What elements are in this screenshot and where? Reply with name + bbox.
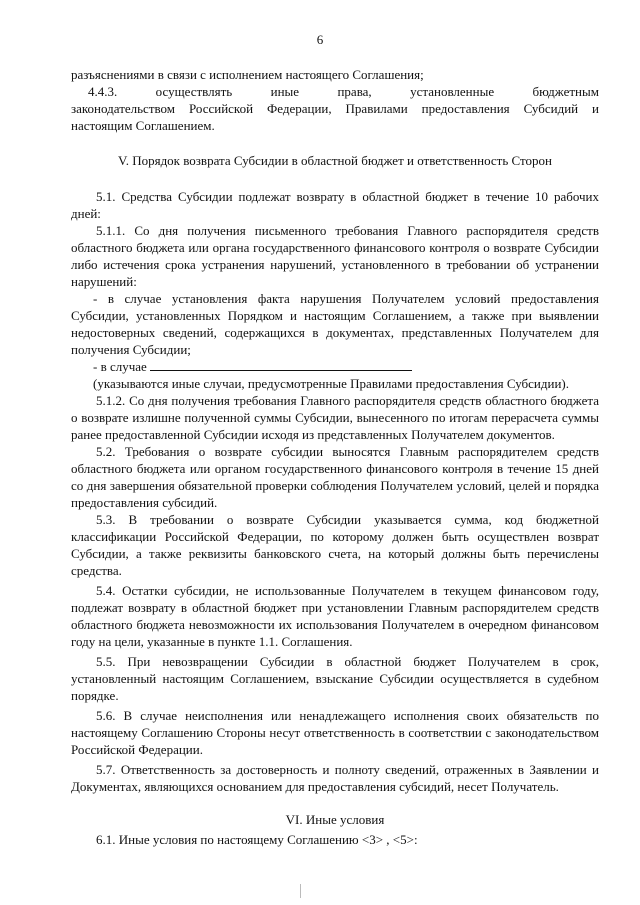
document-body bbox=[71, 66, 599, 848]
paragraph-5-7: 5.7. Ответственность за достоверность и полноту сведений, отраженных в Заявлении и Документах, являющихся основанием для предоставления субсидий, несет Получатель. bbox=[71, 762, 599, 794]
paragraph-5-6: 5.6. В случае неисполнения или ненадлежащего исполнения своих обязательств по настоящему Соглашению Стороны несут ответственность в соответствии с законодательством Российской Федерации. bbox=[71, 708, 599, 757]
item-4-4-3-first-line bbox=[71, 83, 599, 100]
blank-fill-line bbox=[150, 358, 412, 371]
paragraph-5-1-1: 5.1.1. Со дня получения письменного требования Главного распорядителя средств областного бюджета или органа государственного финансового контроля о возврате Субсидии либо истечения срока устранения нарушений, установленного в требовании об устранении нарушений: bbox=[71, 223, 599, 289]
item-4-4-3-word-5: бюджетным bbox=[532, 84, 599, 99]
paragraph-5-4: 5.4. Остатки субсидии, не использованные Получателем в текущем финансовом году, подлежат возврату в областной бюджет при установлении Главным распорядителем средств областного бюджета невозможности их использования Получателем в очередном финансовом году на цели, указанные в пункте 1.1. Соглашения. bbox=[71, 583, 599, 649]
case-b-label: - в случае bbox=[93, 359, 147, 374]
paragraph-5-3: 5.3. В требовании о возврате Субсидии указывается сумма, код бюджетной классификации Российской Федерации, по которому должен быть осуществлен возврат Субсидии, а также реквизиты банковского счета, на который должны быть перечислены средства. bbox=[71, 512, 599, 578]
paragraph-5-1-1-case-b bbox=[71, 358, 599, 375]
page-bottom-mark bbox=[300, 884, 301, 898]
section-6-title: VI. Иные условия bbox=[285, 812, 385, 827]
paragraph-5-1-1-case-a: - в случае установления факта нарушения Получателем условий предоставления Субсидии, установленных Порядком и настоящим Соглашением, а также при выявлении недостоверных сведений, содержащихся в документах, представленных Получателем для получения Субсидии; bbox=[71, 291, 599, 357]
item-4-4-3-word-1: осуществлять bbox=[155, 84, 233, 99]
paragraph-5-1-2: 5.1.2. Со дня получения требования Главного распорядителя средств областного бюджета о возврате излишне полученной суммы Субсидии, вынесенного по итогам перерасчета суммы ранее предоставленной Субсидии исходя из представленных Получателем документов. bbox=[71, 393, 599, 442]
paragraph-5-1: 5.1. Средства Субсидии подлежат возврату в областной бюджет в течение 10 рабочих дней: bbox=[71, 189, 599, 221]
paragraph-5-1-1-case-b-note: (указываются иные случаи, предусмотренные Правилами предоставления Субсидии). bbox=[93, 376, 569, 391]
item-4-4-3-continuation: законодательством Российской Федерации, Правилами предоставления Субсидий и настоящим Соглашением. bbox=[71, 101, 599, 133]
paragraph-5-5: 5.5. При невозвращении Субсидии в областной бюджет Получателем в срок, установленный настоящим Соглашением, взыскание Субсидии осуществляется в судебном порядке. bbox=[71, 654, 599, 703]
paragraph-6-1: 6.1. Иные условия по настоящему Соглашению <3> , <5>: bbox=[96, 832, 418, 847]
item-4-4-3-word-2: иные bbox=[270, 84, 300, 99]
section-5-title: V. Порядок возврата Субсидии в областной бюджет и ответственность Сторон bbox=[117, 153, 553, 168]
paragraph-5-2: 5.2. Требования о возврате субсидии выносятся Главным распорядителем средств областного бюджета или органом государственного финансового контроля в течение 15 дней со дня завершения обязательной проверки соблюдения Получателем условий, целей и порядка предоставления субсидий. bbox=[71, 444, 599, 510]
paragraph-line-top: разъяснениями в связи с исполнением настоящего Соглашения; bbox=[71, 67, 424, 82]
item-4-4-3-word-4: установленные bbox=[410, 84, 495, 99]
item-4-4-3-number: 4.4.3. bbox=[88, 84, 118, 99]
page-number: 6 bbox=[316, 32, 324, 47]
item-4-4-3-word-3: права, bbox=[337, 84, 372, 99]
